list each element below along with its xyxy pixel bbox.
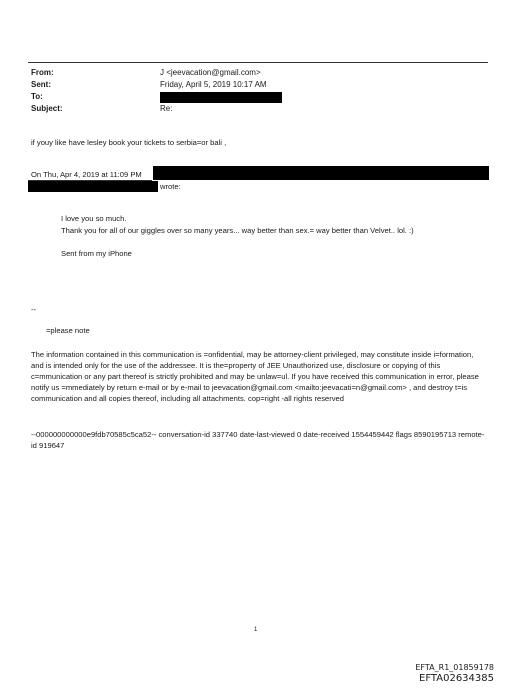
to-redaction bbox=[160, 92, 282, 103]
to-label: To: bbox=[31, 92, 43, 101]
page-number: 1 bbox=[254, 627, 258, 633]
sent-value: Friday, April 5, 2019 10:17 AM bbox=[160, 80, 267, 89]
separator: -- bbox=[31, 305, 37, 314]
from-label: From: bbox=[31, 68, 54, 77]
wrote-text: wrote: bbox=[160, 182, 181, 191]
please-note: =please note bbox=[46, 326, 90, 335]
disclaimer-paragraph: The information contained in this communication is =onfidential, may be attorney-client privileged, may constitute inside i=formation, and is intended only for the use of the addressee. It is the=property of JEE Unauthorized use, disclosure or copying of this c=mmunication or any part thereof is strictly prohibited and may be unlaw=ul. If you have received this communication in error, please notify us =mmediately by return e-mail or by e-mail to jeevacation@gmail.com <mailto:jeevacati=n@gmail.com> , and destroy t=is communication and all copies thereof, including all attachments. cop=right -all rights reserved bbox=[31, 350, 479, 403]
footer-code-1: EFTA_R1_01859178 bbox=[415, 663, 494, 672]
footer-code-2: EFTA02634385 bbox=[419, 673, 494, 684]
quoted-line-1: I love you so much. bbox=[61, 214, 127, 223]
sender-redaction-2 bbox=[28, 181, 158, 192]
quoted-line-2: Thank you for all of our giggles over so many years... way better than sex.= way better than Velvet.. lol. :) bbox=[61, 226, 414, 235]
quote-intro: On Thu, Apr 4, 2019 at 11:09 PM bbox=[31, 170, 142, 179]
subject-value: Re: bbox=[160, 104, 173, 113]
metadata-line: --000000000000e9fdb70585c5ca52-- conversation-id 337740 date-last-viewed 0 date-received 1554459442 flags 8590195713 remote-id 919647 bbox=[31, 430, 485, 450]
sender-redaction-1 bbox=[153, 166, 489, 180]
reply-line: if youy like have lesley book your tickets to serbia=or bali , bbox=[31, 138, 227, 147]
quoted-signature: Sent from my iPhone bbox=[61, 249, 132, 258]
header-top-rule bbox=[28, 62, 488, 63]
sent-label: Sent: bbox=[31, 80, 51, 89]
subject-label: Subject: bbox=[31, 104, 63, 113]
from-value: J <jeevacation@gmail.com> bbox=[160, 68, 261, 77]
